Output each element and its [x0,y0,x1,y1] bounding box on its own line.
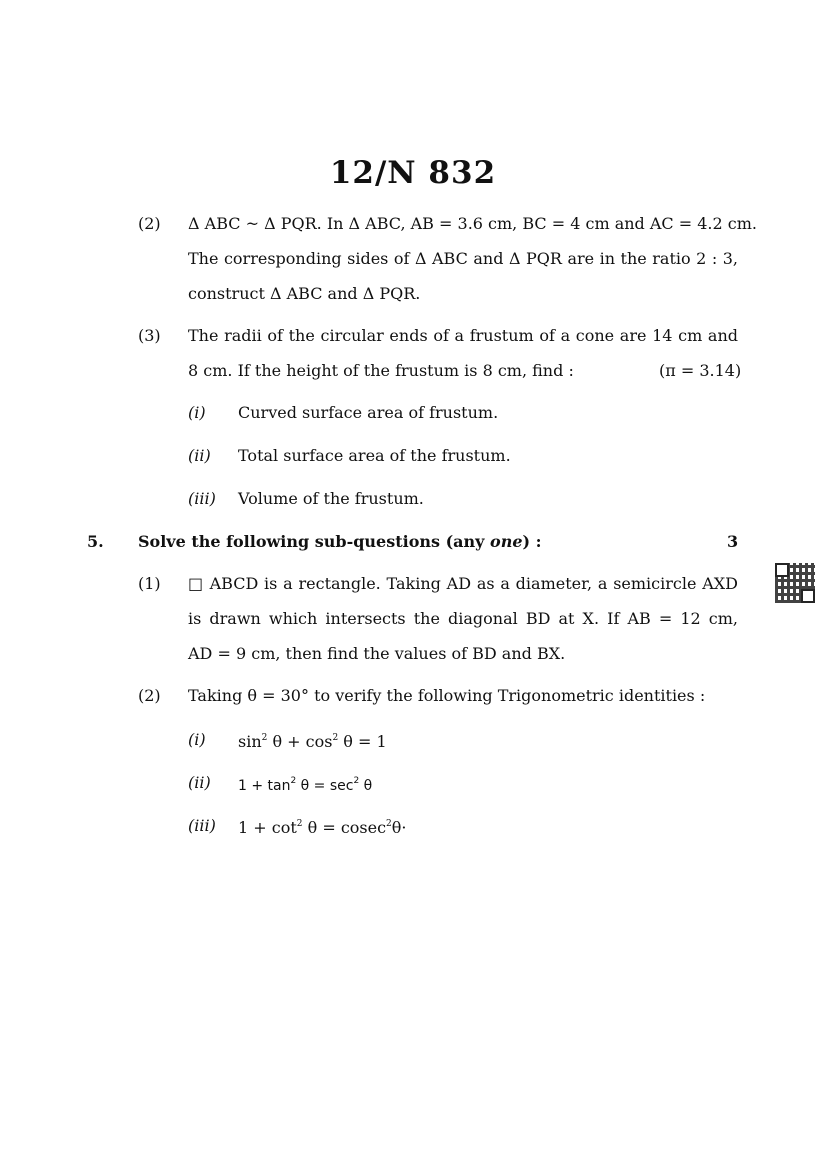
trig-identity: $1 + \tan^2 \theta = \sec^2 \theta$ [238,776,373,794]
part-text: Total surface area of the frustum. [238,446,511,465]
trig-identity: $1 + \cot^2 \theta = cosec^2\theta\cdot$ [238,818,407,837]
pi-value-note: (π = 3.14) [659,361,742,380]
page-code-header: 12/N 832 [329,155,497,191]
question-text-line: 8 cm. If the height of the frustum is 8 cm, find : [188,361,574,380]
question-text-line: construct Δ ABC and Δ PQR. [188,284,421,303]
question-text-line: Taking θ = 30° to verify the following Trigonometric identities : [188,686,706,705]
question-text-line: Δ ABC ~ Δ PQR. In Δ ABC, AB = 3.6 cm, BC = 4 cm and AC = 4.2 cm. [188,214,757,233]
question-heading: Solve the following sub-questions (any one) : [138,532,542,551]
subquestion-number: (3) [138,326,161,345]
subquestion-number: (2) [138,686,161,705]
trig-identity: $\sin^2 \theta + \cos^2 \theta = 1$ [238,732,387,751]
identity-label: (ii) [188,773,211,792]
identity-label: (iii) [188,816,216,835]
question-text-line: AD = 9 cm, then find the values of BD and BX. [188,644,566,663]
question-text-line: □ ABCD is a rectangle. Taking AD as a diameter, a semicircle AXD [188,574,738,593]
question-marks: 3 [727,532,739,551]
question-text-line: The radii of the circular ends of a frustum of a cone are 14 cm and [188,326,738,345]
identity-label: (i) [188,730,206,749]
question-text-line: is drawn which intersects the diagonal BD at X. If AB = 12 cm, [188,609,738,628]
part-text: Volume of the frustum. [238,489,424,508]
question-text-line: The corresponding sides of Δ ABC and Δ PQR are in the ratio 2 : 3, [188,249,738,268]
part-label: (iii) [188,489,216,508]
subquestion-number: (1) [138,574,161,593]
part-label: (i) [188,403,206,422]
part-text: Curved surface area of frustum. [238,403,499,422]
question-number: 5. [87,532,104,551]
part-label: (ii) [188,446,211,465]
qr-code-image [775,563,815,603]
subquestion-number: (2) [138,214,161,233]
